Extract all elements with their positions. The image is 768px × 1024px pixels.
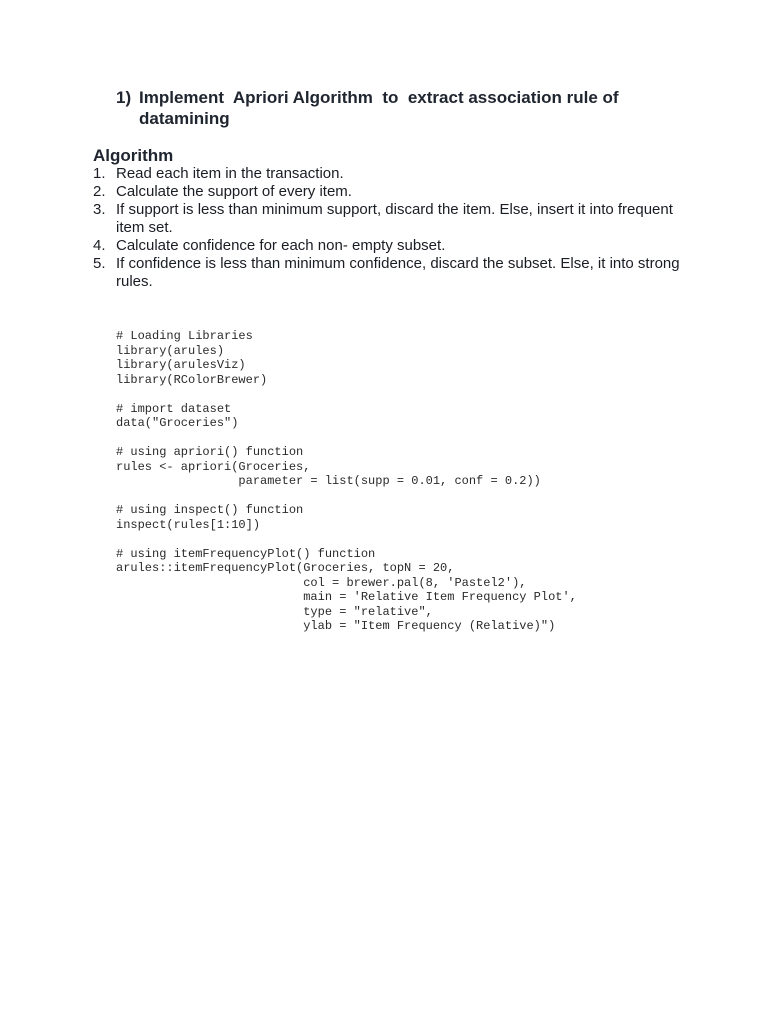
code-line: arules::itemFrequencyPlot(Groceries, topN = 20, bbox=[116, 561, 455, 575]
heading-text: Implement Apriori Algorithm to extract association rule of datamining bbox=[139, 88, 624, 128]
step-number: 2. bbox=[93, 183, 106, 200]
code-listing bbox=[116, 329, 577, 634]
step-number: 4. bbox=[93, 237, 106, 254]
code-blank-line bbox=[116, 387, 577, 402]
code-line: inspect(rules[1:10]) bbox=[116, 517, 261, 532]
step-text: Calculate confidence for each non- empty subset. bbox=[116, 237, 446, 254]
code-blank-line bbox=[116, 489, 577, 504]
step-text: Calculate the support of every item. bbox=[116, 183, 352, 200]
section-heading bbox=[116, 87, 686, 129]
code-blank-line bbox=[116, 431, 577, 446]
step-number: 1. bbox=[93, 165, 106, 182]
step-number: 3. bbox=[93, 201, 106, 218]
algorithm-step bbox=[93, 237, 693, 255]
step-text: Read each item in the transaction. bbox=[116, 165, 344, 182]
code-comment: # Loading Libraries bbox=[116, 329, 253, 343]
code-line: parameter = list(supp = 0.01, conf = 0.2)) bbox=[116, 474, 541, 488]
code-line: library(arulesViz) bbox=[116, 358, 246, 372]
code-line: library(RColorBrewer) bbox=[116, 372, 268, 387]
algorithm-title: Algorithm bbox=[93, 146, 174, 165]
step-text: If confidence is less than minimum confidence, discard the subset. Else, it into strong rules. bbox=[116, 255, 680, 290]
algorithm-step bbox=[93, 201, 693, 237]
code-comment: # using apriori() function bbox=[116, 445, 304, 459]
code-line: type = "relative", bbox=[116, 604, 433, 619]
code-comment: # using inspect() function bbox=[116, 503, 304, 517]
code-line: rules <- apriori(Groceries, bbox=[116, 459, 311, 474]
code-line: ylab = "Item Frequency (Relative)") bbox=[116, 619, 556, 633]
algorithm-steps bbox=[93, 165, 693, 291]
step-text: If support is less than minimum support, discard the item. Else, insert it into frequent item set. bbox=[116, 201, 673, 236]
code-line: col = brewer.pal(8, 'Pastel2'), bbox=[116, 575, 527, 590]
code-line: main = 'Relative Item Frequency Plot', bbox=[116, 590, 577, 604]
code-line: data("Groceries") bbox=[116, 416, 239, 430]
algorithm-step bbox=[93, 165, 693, 183]
algorithm-step bbox=[93, 255, 693, 291]
code-blank-line bbox=[116, 532, 577, 547]
code-comment: # using itemFrequencyPlot() function bbox=[116, 546, 376, 561]
heading-number: 1) bbox=[116, 88, 132, 107]
step-number: 5. bbox=[93, 255, 106, 272]
code-comment: # import dataset bbox=[116, 401, 232, 416]
algorithm-step bbox=[93, 183, 693, 201]
code-line: library(arules) bbox=[116, 343, 225, 358]
